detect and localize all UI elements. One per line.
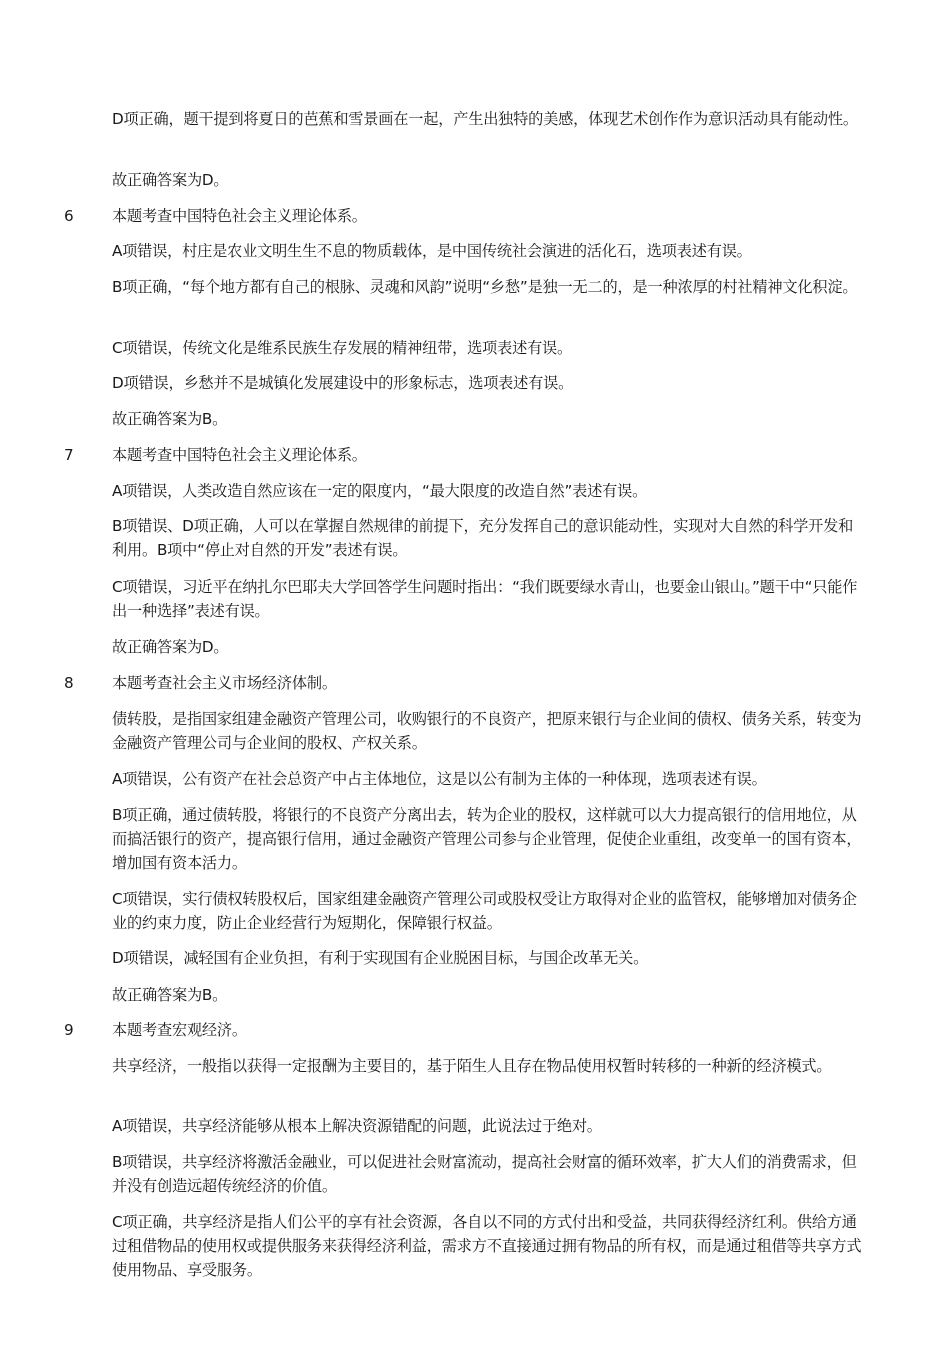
question-6-option-a: A项错误，村庄是农业文明生生不息的物质载体，是中国传统社会演进的活化石，选项表述有误。 <box>112 242 752 260</box>
question-8-number: 8 <box>64 674 74 692</box>
question-9-option-c: C项正确，共享经济是指人们公平的享有社会资源，各自以不同的方式付出和受益，共同获得经济红利。供给方通过租借物品的使用权或提供服务来获得经济利益，需求方不直接通过拥有物品的所有权，而是通过租借等共享方式使用物品、享受服务。 <box>112 1213 862 1279</box>
question-8-option-a: A项错误，公有资产在社会总资产中占主体地位，这是以公有制为主体的一种体现，选项表述有误。 <box>112 770 767 788</box>
question-9-title: 本题考查宏观经济。 <box>112 1021 247 1039</box>
question-9-definition: 共享经济，一般指以获得一定报酬为主要目的，基于陌生人且存在物品使用权暂时转移的一种新的经济模式。 <box>112 1057 832 1075</box>
question-6-option-b: B项正确，“每个地方都有自己的根脉、灵魂和风韵”说明“乡愁”是独一无二的，是一种浓厚的村社精神文化积淀。 <box>112 278 858 296</box>
question-7-option-a: A项错误，人类改造自然应该在一定的限度内，“最大限度的改造自然”表述有误。 <box>112 482 648 500</box>
question-8-option-c: C项错误，实行债权转股权后，国家组建金融资产管理公司或股权受让方取得对企业的监管权，能够增加对债务企业的约束力度，防止企业经营行为短期化，保障银行权益。 <box>112 890 857 932</box>
question-7-option-c: C项错误，习近平在纳扎尔巴耶夫大学回答学生问题时指出：“我们既要绿水青山，也要金山银山。”题干中“只能作出一种选择”表述有误。 <box>112 578 858 620</box>
intro-answer: 故正确答案为D。 <box>112 171 229 189</box>
question-6-option-c: C项错误，传统文化是维系民族生存发展的精神纽带，选项表述有误。 <box>112 339 573 357</box>
question-6-number: 6 <box>64 207 74 225</box>
question-7-option-b-d: B项错误、D项正确，人可以在掌握自然规律的前提下，充分发挥自己的意识能动性，实现对大自然的科学开发和利用。B项中“停止对自然的开发”表述有误。 <box>112 517 854 559</box>
question-6-answer: 故正确答案为B。 <box>112 410 228 428</box>
question-7-title: 本题考查中国特色社会主义理论体系。 <box>112 446 367 464</box>
question-6-option-d: D项错误，乡愁并不是城镇化发展建设中的形象标志，选项表述有误。 <box>112 374 574 392</box>
question-8-option-b: B项正确，通过债转股，将银行的不良资产分离出去，转为企业的股权，这样就可以大力提高银行的信用地位，从而搞活银行的资产，提高银行信用，通过金融资产管理公司参与企业管理，促使企业重组，改变单一的国有资本，增加国有资本活力。 <box>112 806 862 872</box>
question-8-title: 本题考查社会主义市场经济体制。 <box>112 674 337 692</box>
question-9-option-b: B项错误，共享经济将激活金融业，可以促进社会财富流动，提高社会财富的循环效率，扩大人们的消费需求，但并没有创造远超传统经济的价值。 <box>112 1153 857 1195</box>
question-7-answer: 故正确答案为D。 <box>112 638 229 656</box>
question-6-title: 本题考查中国特色社会主义理论体系。 <box>112 207 367 225</box>
question-9-number: 9 <box>64 1021 74 1039</box>
intro-option-d: D项正确，题干提到将夏日的芭蕉和雪景画在一起，产生出独特的美感，体现艺术创作作为意识活动具有能动性。 <box>112 110 858 128</box>
question-7-number: 7 <box>64 446 74 464</box>
question-8-option-d: D项错误，减轻国有企业负担，有利于实现国有企业脱困目标，与国企改革无关。 <box>112 949 649 967</box>
question-9-option-a: A项错误，共享经济能够从根本上解决资源错配的问题，此说法过于绝对。 <box>112 1117 602 1135</box>
question-8-answer: 故正确答案为B。 <box>112 986 228 1004</box>
question-8-definition: 债转股，是指国家组建金融资产管理公司，收购银行的不良资产，把原来银行与企业间的债权、债务关系，转变为金融资产管理公司与企业间的股权、产权关系。 <box>112 710 862 752</box>
